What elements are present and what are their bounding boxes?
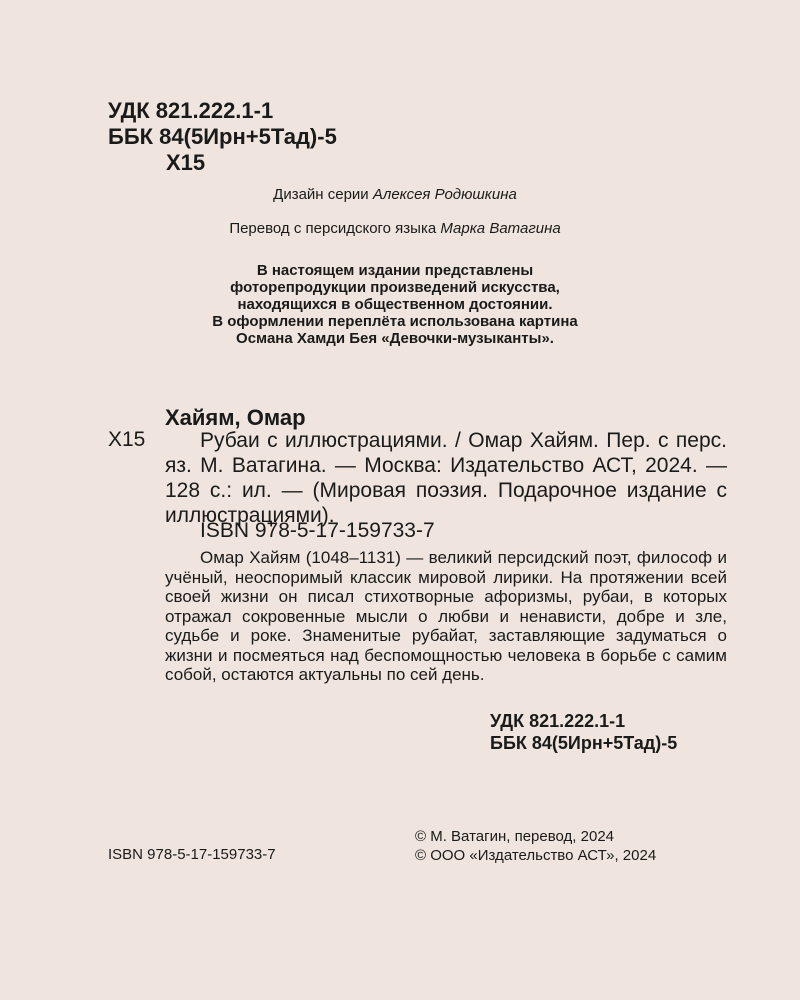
author-heading: Хайям, Омар <box>165 405 306 430</box>
design-label: Дизайн серии <box>273 186 369 203</box>
catalog-isbn: ISBN 978-5-17-159733-7 <box>200 519 435 542</box>
bibliographic-record: Рубаи с иллюстрациями. / Омар Хайям. Пер. с перс. яз. М. Ватагина. — Москва: Издательство АСТ, 2024. — 128 с.: ил. — (Мировая поэзия. Подарочное издание с иллюстрациями). <box>165 429 727 527</box>
copyright-block <box>415 827 656 865</box>
bbk-code: ББК 84(5Ирн+5Тад)-5 <box>108 124 337 149</box>
author-mark: Х15 <box>166 150 206 175</box>
catalog-udk: УДК 821.222.1-1 <box>490 711 626 731</box>
design-name: Алексея Родюшкина <box>372 186 517 203</box>
copyright-translation: © М. Ватагин, перевод, 2024 <box>415 828 614 845</box>
translation-credit <box>90 220 700 237</box>
copyright-publisher: © ООО «Издательство АСТ», 2024 <box>415 847 657 864</box>
notice-line: В оформлении переплёта использована картина <box>212 313 578 330</box>
translation-label: Перевод с персидского языка <box>229 220 437 237</box>
catalog-author-mark: Х15 <box>108 428 146 451</box>
public-domain-notice <box>90 262 700 347</box>
series-design-credit <box>90 186 700 203</box>
footer-isbn: ISBN 978-5-17-159733-7 <box>108 846 276 863</box>
book-abstract: Омар Хайям (1048–1131) — великий персидский поэт, философ и учёный, неоспоримый классик мировой лирики. На протяжении всей своей жизни он писал стихотворные афоризмы, рубаи, в которых отражал сокровенные мысли о любви и ненависти, добре и зле, судьбе и роке. Знаменитые рубайат, заставляющие задуматься о жизни и посмеяться над беспомощностью человека в борьбе с самим собой, остаются актуальны по сей день. <box>165 548 727 684</box>
notice-line: фоторепродукции произведений искусства, <box>230 279 560 296</box>
notice-line: В настоящем издании представлены <box>256 262 534 279</box>
top-classification <box>108 98 337 176</box>
catalog-classification <box>490 710 677 754</box>
udk-code: УДК 821.222.1-1 <box>108 98 274 123</box>
translator-name: Марка Ватагина <box>440 220 561 237</box>
notice-line: Османа Хамди Бея «Девочки-музыканты». <box>236 330 554 347</box>
catalog-bbk: ББК 84(5Ирн+5Тад)-5 <box>490 733 678 753</box>
notice-line: находящихся в общественном достоянии. <box>237 296 553 313</box>
